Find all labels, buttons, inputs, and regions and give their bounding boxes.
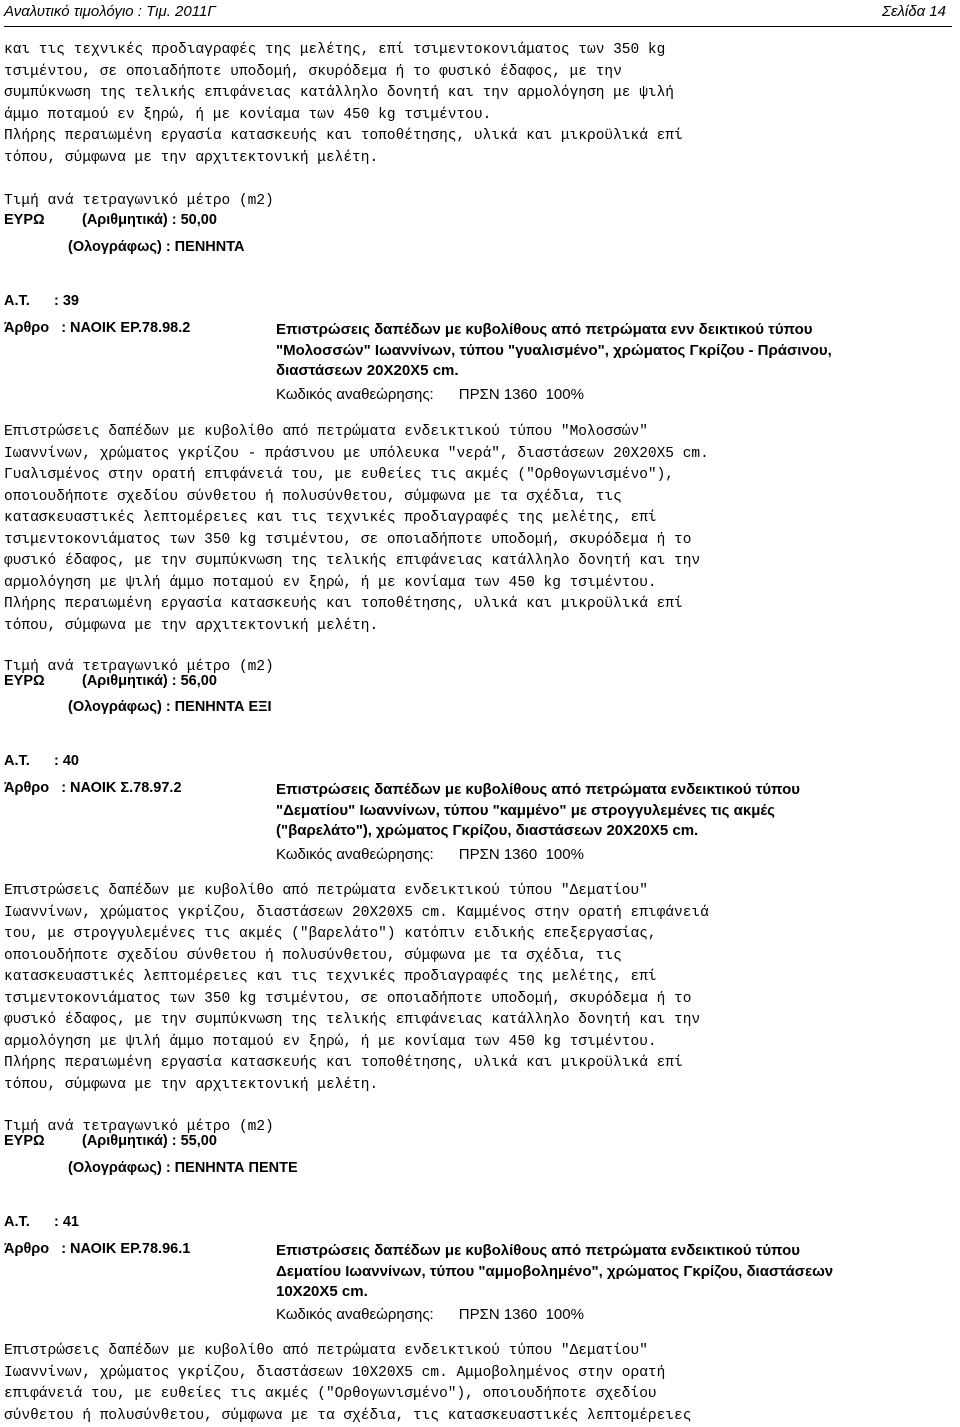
text-line: τσιμεντοκονιάματος των 350 kg τσιμέντου, σε οποιαδήποτε υποδομή, σκυρόδεμα ή το [4, 531, 692, 548]
text-line: αρμολόγηση με ψιλή άμμο ποταμού εν ξηρώ, ή με κονίαμα των 450 kg τσιμέντου. [4, 574, 657, 591]
text-line: σύνθετου ή πολυσύνθετου, σύμφωνα με τα σχέδια, τις κατασκευαστικές λεπτομέρειες [4, 1407, 692, 1424]
text-line: Πλήρης περαιωμένη εργασία κατασκευής και τοποθέτησης, υλικά και μικροϋλικά επί [4, 596, 683, 612]
page-number: Σελίδα 14 [881, 3, 946, 20]
text-line: Πλήρης περαιωμένη εργασία κατασκευής και τοποθέτησης, υλικά και μικροϋλικά επί [4, 1055, 683, 1071]
text-line: Επιστρώσεις δαπέδων με κυβολίθο από πετρώματα ενδεικτικού τύπου "Μολοσσών" [4, 424, 648, 440]
text-line: τσιμέντου, σε οποιαδήποτε υποδομή, σκυρόδεμα ή το φυσικό έδαφος, με την [4, 63, 622, 80]
price-label: Τιμή ανά τετραγωνικό μέτρο (m2) [4, 1119, 274, 1135]
price-label: Τιμή ανά τετραγωνικό μέτρο (m2) [4, 659, 274, 675]
item-number: Α.Τ. : 39 [4, 293, 79, 309]
text-line: Ιωαννίνων, χρώματος γκρίζου - πράσινου με υπόλευκα "νερά", διαστάσεων 20Χ20Χ5 cm. [4, 445, 709, 462]
title-line: διαστάσεων 20Χ20Χ5 cm. [276, 362, 459, 379]
title-line: 10Χ20Χ5 cm. [276, 1283, 368, 1300]
text-line: φυσικό έδαφος, με την συμπύκνωση της τελικής επιφάνειας κατάλληλο δονητή και την [4, 553, 701, 569]
document-title: Αναλυτικό τιμολόγιο : Τιμ. 2011Γ [4, 3, 216, 20]
item-description [0, 881, 960, 1096]
text-line: οποιουδήποτε σχεδίου σύνθετου ή πολυσύνθετου, σύμφωνα με τα σχέδια, τις [4, 488, 622, 505]
article-code: Άρθρο : ΝΑΟΙΚ ΕΡ.78.98.2 [4, 320, 191, 336]
price-words: (Ολογράφως) : ΠΕΝΗΝΤΑ [68, 239, 245, 255]
intro-paragraph [0, 40, 960, 169]
text-line: άμμο ποταμού εν ξηρώ, ή με κονίαμα των 450 kg τσιμέντου. [4, 106, 492, 123]
title-line: ("βαρελάτο"), χρώματος Γκρίζου, διαστάσεων 20Χ20Χ5 cm. [276, 822, 699, 839]
price-label: Τιμή ανά τετραγωνικό μέτρο (m2) [4, 193, 274, 209]
page-header [4, 0, 952, 27]
text-line: συμπύκνωση της τελικής επιφάνειας κατάλληλο δονητή και την αρμολόγηση με ψιλή [4, 85, 675, 101]
price-words: (Ολογράφως) : ΠΕΝΗΝΤΑ ΕΞΙ [68, 699, 272, 715]
article-code: Άρθρο : ΝΑΟΙΚ Σ.78.97.2 [4, 780, 182, 796]
item-description [0, 422, 960, 637]
title-line: Επιστρώσεις δαπέδων με κυβολίθους από πετρώματα ενν δεικτικού τύπου [276, 321, 813, 338]
title-line: Δεματίου Ιωαννίνων, τύπου "αμμοβολημένο", χρώματος Γκρίζου, διαστάσεων [276, 1262, 834, 1280]
text-line: τόπου, σύμφωνα με την αρχιτεκτονική μελέτη. [4, 149, 379, 166]
text-line: κατασκευαστικές λεπτομέρειες και τις τεχνικές προδιαγραφές της μελέτης, επί [4, 510, 657, 526]
revision-code: Κωδικός αναθεώρησης: ΠΡΣΝ 1360 100% [276, 846, 584, 863]
text-line: Γυαλισμένος στην ορατή επιφάνειά του, με ευθείες τις ακμές ("Ορθογωνισμένο"), [4, 467, 675, 483]
item-number: Α.Τ. : 40 [4, 753, 79, 769]
text-line: τόπου, σύμφωνα με την αρχιτεκτονική μελέτη. [4, 1076, 379, 1093]
currency-label: ΕΥΡΩ [4, 673, 45, 689]
text-line: οποιουδήποτε σχεδίου σύνθετου ή πολυσύνθετου, σύμφωνα με τα σχέδια, τις [4, 947, 622, 964]
item-title [276, 780, 952, 842]
text-line: Ιωαννίνων, χρώματος γκρίζου, διαστάσεων 10Χ20Χ5 cm. Αμμοβολημένος στην ορατή [4, 1364, 666, 1381]
text-line: τόπου, σύμφωνα με την αρχιτεκτονική μελέτη. [4, 617, 379, 634]
text-line: κατασκευαστικές λεπτομέρειες και τις τεχνικές προδιαγραφές της μελέτης, επί [4, 969, 657, 985]
title-line: Επιστρώσεις δαπέδων με κυβολίθους από πετρώματα ενδεικτικού τύπου [276, 1242, 801, 1259]
title-line: "Μολοσσών" Ιωαννίνων, τύπου "γυαλισμένο", χρώματος Γκρίζου - Πράσινου, [276, 341, 832, 359]
text-line: Ιωαννίνων, χρώματος γκρίζου, διαστάσεων 20Χ20Χ5 cm. Καμμένος στην ορατή επιφάνειά [4, 904, 709, 921]
item-number: Α.Τ. : 41 [4, 1214, 79, 1230]
currency-label: ΕΥΡΩ [4, 212, 45, 228]
revision-code: Κωδικός αναθεώρησης: ΠΡΣΝ 1360 100% [276, 386, 584, 403]
text-line: και τις τεχνικές προδιαγραφές της μελέτης, επί τσιμεντοκονιάματος των 350 kg [4, 42, 666, 58]
item-title [276, 1241, 952, 1303]
text-line: Επιστρώσεις δαπέδων με κυβολίθο από πετρώματα ενδεικτικού τύπου "Δεματίου" [4, 1343, 648, 1359]
item-description [0, 1341, 960, 1427]
currency-label: ΕΥΡΩ [4, 1133, 45, 1149]
title-line: "Δεματίου" Ιωαννίνων, τύπου "καμμένο" με στρογγυλεμένες τις ακμές [276, 801, 775, 819]
price-numeric: (Αριθμητικά) : 55,00 [82, 1133, 217, 1149]
item-title [276, 320, 952, 382]
text-line: Επιστρώσεις δαπέδων με κυβολίθο από πετρώματα ενδεικτικού τύπου "Δεματίου" [4, 883, 648, 899]
text-line: τσιμεντοκονιάματος των 350 kg τσιμέντου, σε οποιαδήποτε υποδομή, σκυρόδεμα ή το [4, 990, 692, 1007]
text-line: Πλήρης περαιωμένη εργασία κατασκευής και τοποθέτησης, υλικά και μικροϋλικά επί [4, 128, 683, 144]
title-line: Επιστρώσεις δαπέδων με κυβολίθους από πετρώματα ενδεικτικού τύπου [276, 781, 801, 798]
revision-code: Κωδικός αναθεώρησης: ΠΡΣΝ 1360 100% [276, 1306, 584, 1323]
text-line: φυσικό έδαφος, με την συμπύκνωση της τελικής επιφάνειας κατάλληλο δονητή και την [4, 1012, 701, 1028]
price-numeric: (Αριθμητικά) : 50,00 [82, 212, 217, 228]
price-words: (Ολογράφως) : ΠΕΝΗΝΤΑ ΠΕΝΤΕ [68, 1160, 298, 1176]
text-line: του, με στρογγυλεμένες τις ακμές ("βαρελάτο") κατόπιν ειδικής επεξεργασίας, [4, 926, 657, 942]
text-line: αρμολόγηση με ψιλή άμμο ποταμού εν ξηρώ, ή με κονίαμα των 450 kg τσιμέντου. [4, 1033, 657, 1050]
article-code: Άρθρο : ΝΑΟΙΚ ΕΡ.78.96.1 [4, 1241, 191, 1257]
text-line: επιφάνειά του, με ευθείες τις ακμές ("Ορθογωνισμένο"), οποιουδήποτε σχεδίου [4, 1386, 657, 1402]
price-numeric: (Αριθμητικά) : 56,00 [82, 673, 217, 689]
